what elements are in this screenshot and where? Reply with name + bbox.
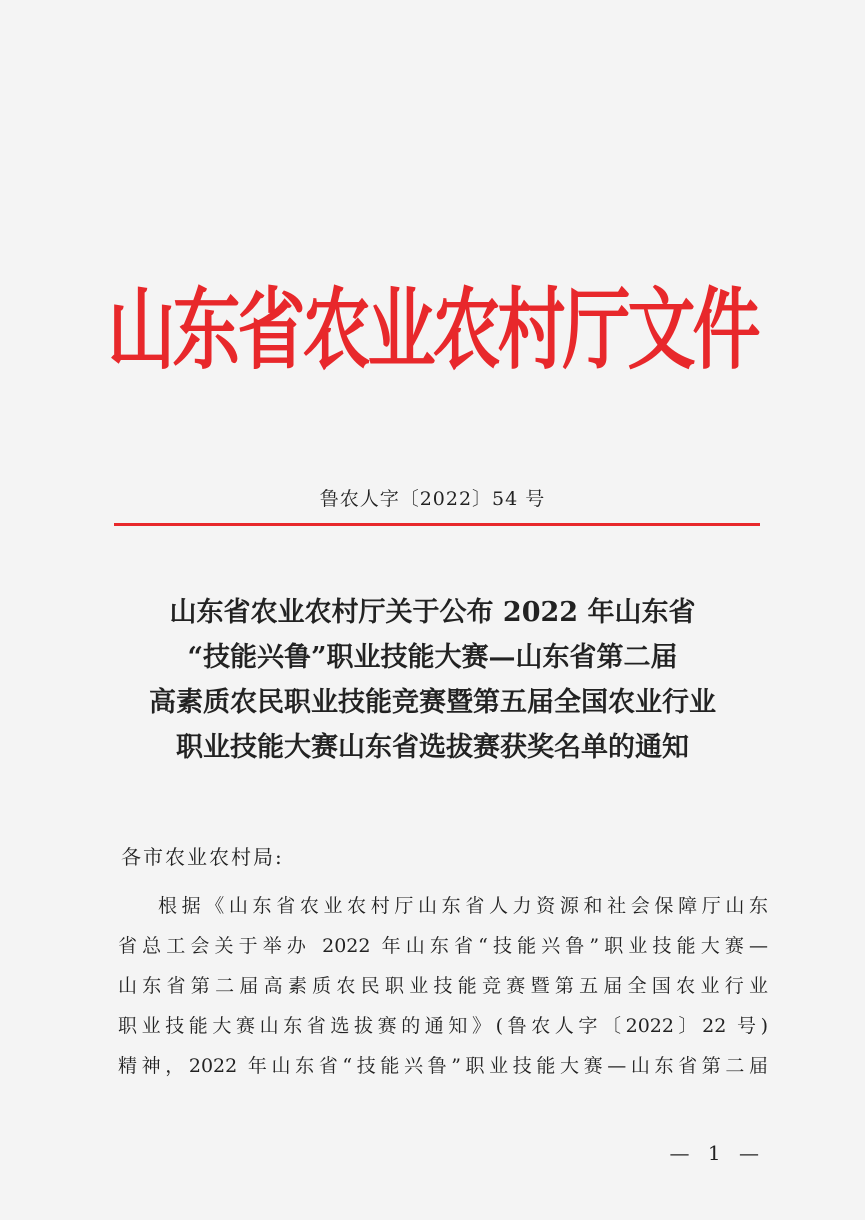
body-line: 山东省第二届高素质农民职业技能竞赛暨第五届全国农业行业 [118, 975, 768, 997]
notice-title-line: “技能兴鲁”职业技能大赛—山东省第二届 [187, 642, 678, 673]
body-line: 职业技能大赛山东省选拔赛的通知》(鲁农人字〔2022〕22 号) [118, 1015, 768, 1037]
notice-title [100, 590, 765, 770]
body-paragraph [118, 886, 768, 1086]
body-line: 精神，2022 年山东省“技能兴鲁”职业技能大赛—山东省第二届 [118, 1055, 768, 1077]
notice-title-line: 高素质农民职业技能竞赛暨第五届全国农业行业 [149, 687, 716, 718]
document-number: 鲁农人字〔2022〕54 号 [319, 488, 546, 510]
red-divider-line [114, 523, 760, 526]
page-number: — 1 — [669, 1141, 765, 1165]
notice-title-line: 山东省农业农村厅关于公布 2022 年山东省 [169, 597, 696, 628]
notice-title-line: 职业技能大赛山东省选拔赛获奖名单的通知 [176, 732, 689, 763]
body-line: 根据《山东省农业农村厅山东省人力资源和社会保障厅山东 [158, 895, 768, 917]
body-line: 省总工会关于举办 2022 年山东省“技能兴鲁”职业技能大赛— [118, 935, 768, 957]
salutation: 各市农业农村局: [121, 845, 284, 869]
document-header-title: 山东省农业农村厅文件 [107, 279, 758, 383]
